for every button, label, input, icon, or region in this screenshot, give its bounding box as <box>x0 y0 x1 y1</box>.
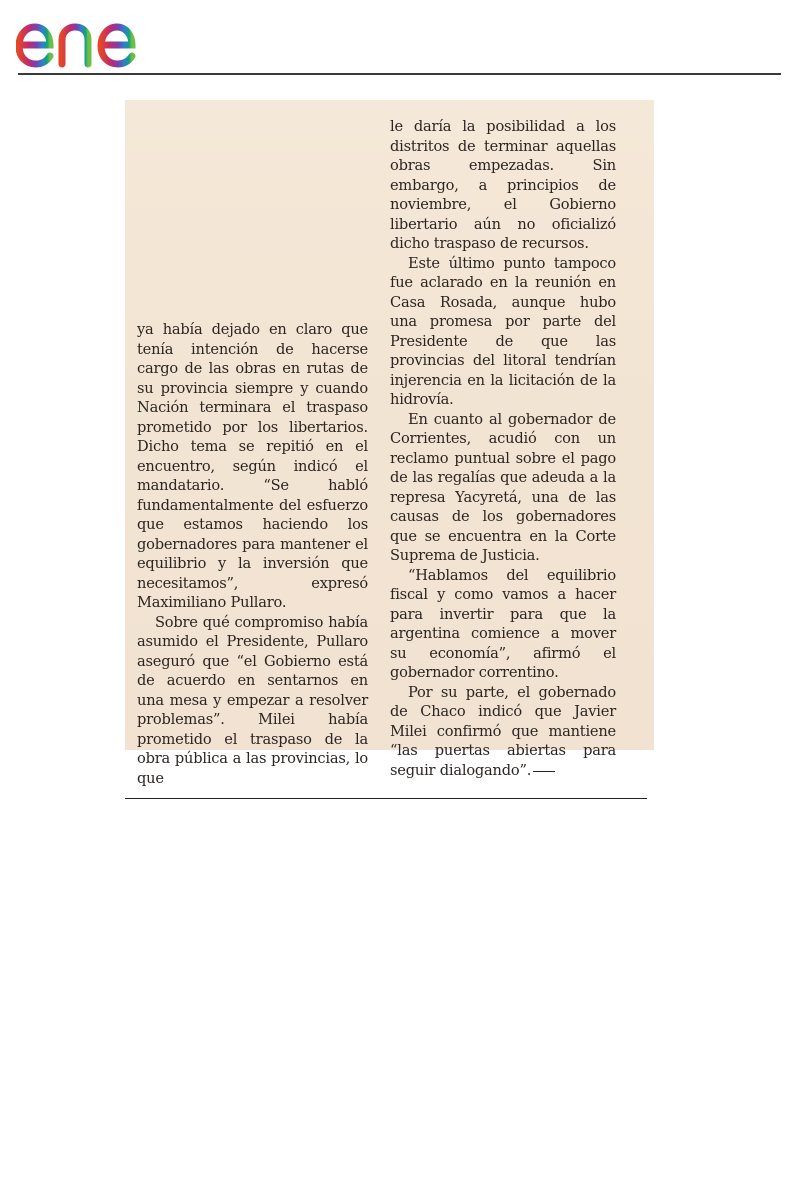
newspaper-clipping <box>125 100 654 787</box>
article-paragraph: En cuanto al gobernador de Corrientes, acudió con un reclamo puntual sobre el pago de las regalías que adeuda a la represa Yacyretá, una de las causas de los gobernadores que se encuentra en la Corte Suprema de Justicia. <box>390 410 616 564</box>
article-paragraph: ya había dejado en claro que tenía intención de hacerse cargo de las obras en rutas de su provincia siempre y cuando Nación terminara el traspaso prometido por los libertarios. Dicho tema se repitió en el encuentro, según indicó el mandatario. “Se habló fundamentalmente del esfuerzo que estamos haciendo los gobernadores para mantener el equilibrio y la inversión que necesitamos”, expresó Maximiliano Pullaro. <box>137 321 368 611</box>
article-paragraph: “Hablamos del equilibrio fiscal y como vamos a hacer para invertir para que la argentina comience a mover su economía”, afirmó el gobernador correntino. <box>390 566 616 681</box>
article-column-left <box>137 320 368 788</box>
footer-divider <box>125 798 647 799</box>
article-paragraph: Sobre qué compromiso había asumido el Presidente, Pullaro aseguró que “el Gobierno está de acuerdo en sentarnos en una mesa y empezar a resolver problemas”. Milei había prometido el traspaso de la obra pública a las provincias, lo que <box>137 613 368 787</box>
article-column-right <box>390 117 616 780</box>
article-paragraph-text: Por su parte, el gobernado de Chaco indicó que Javier Milei confirmó que mantiene “las puertas abiertas para seguir dialogando”. <box>390 683 616 779</box>
end-of-article-mark <box>533 771 555 772</box>
article-paragraph-last <box>390 683 616 781</box>
article-paragraph: le daría la posibilidad a los distritos de terminar aquellas obras empezadas. Sin embargo, a principios de noviembre, el Gobierno libertario aún no oficializó dicho traspaso de recursos. <box>390 118 616 252</box>
enel-logo <box>16 8 181 70</box>
header-divider <box>18 73 781 75</box>
article-paragraph: Este último punto tampoco fue aclarado en la reunión en Casa Rosada, aunque hubo una promesa por parte del Presidente de que las provincias del litoral tendrían injerencia en la licitación de la hidrovía. <box>390 254 616 408</box>
